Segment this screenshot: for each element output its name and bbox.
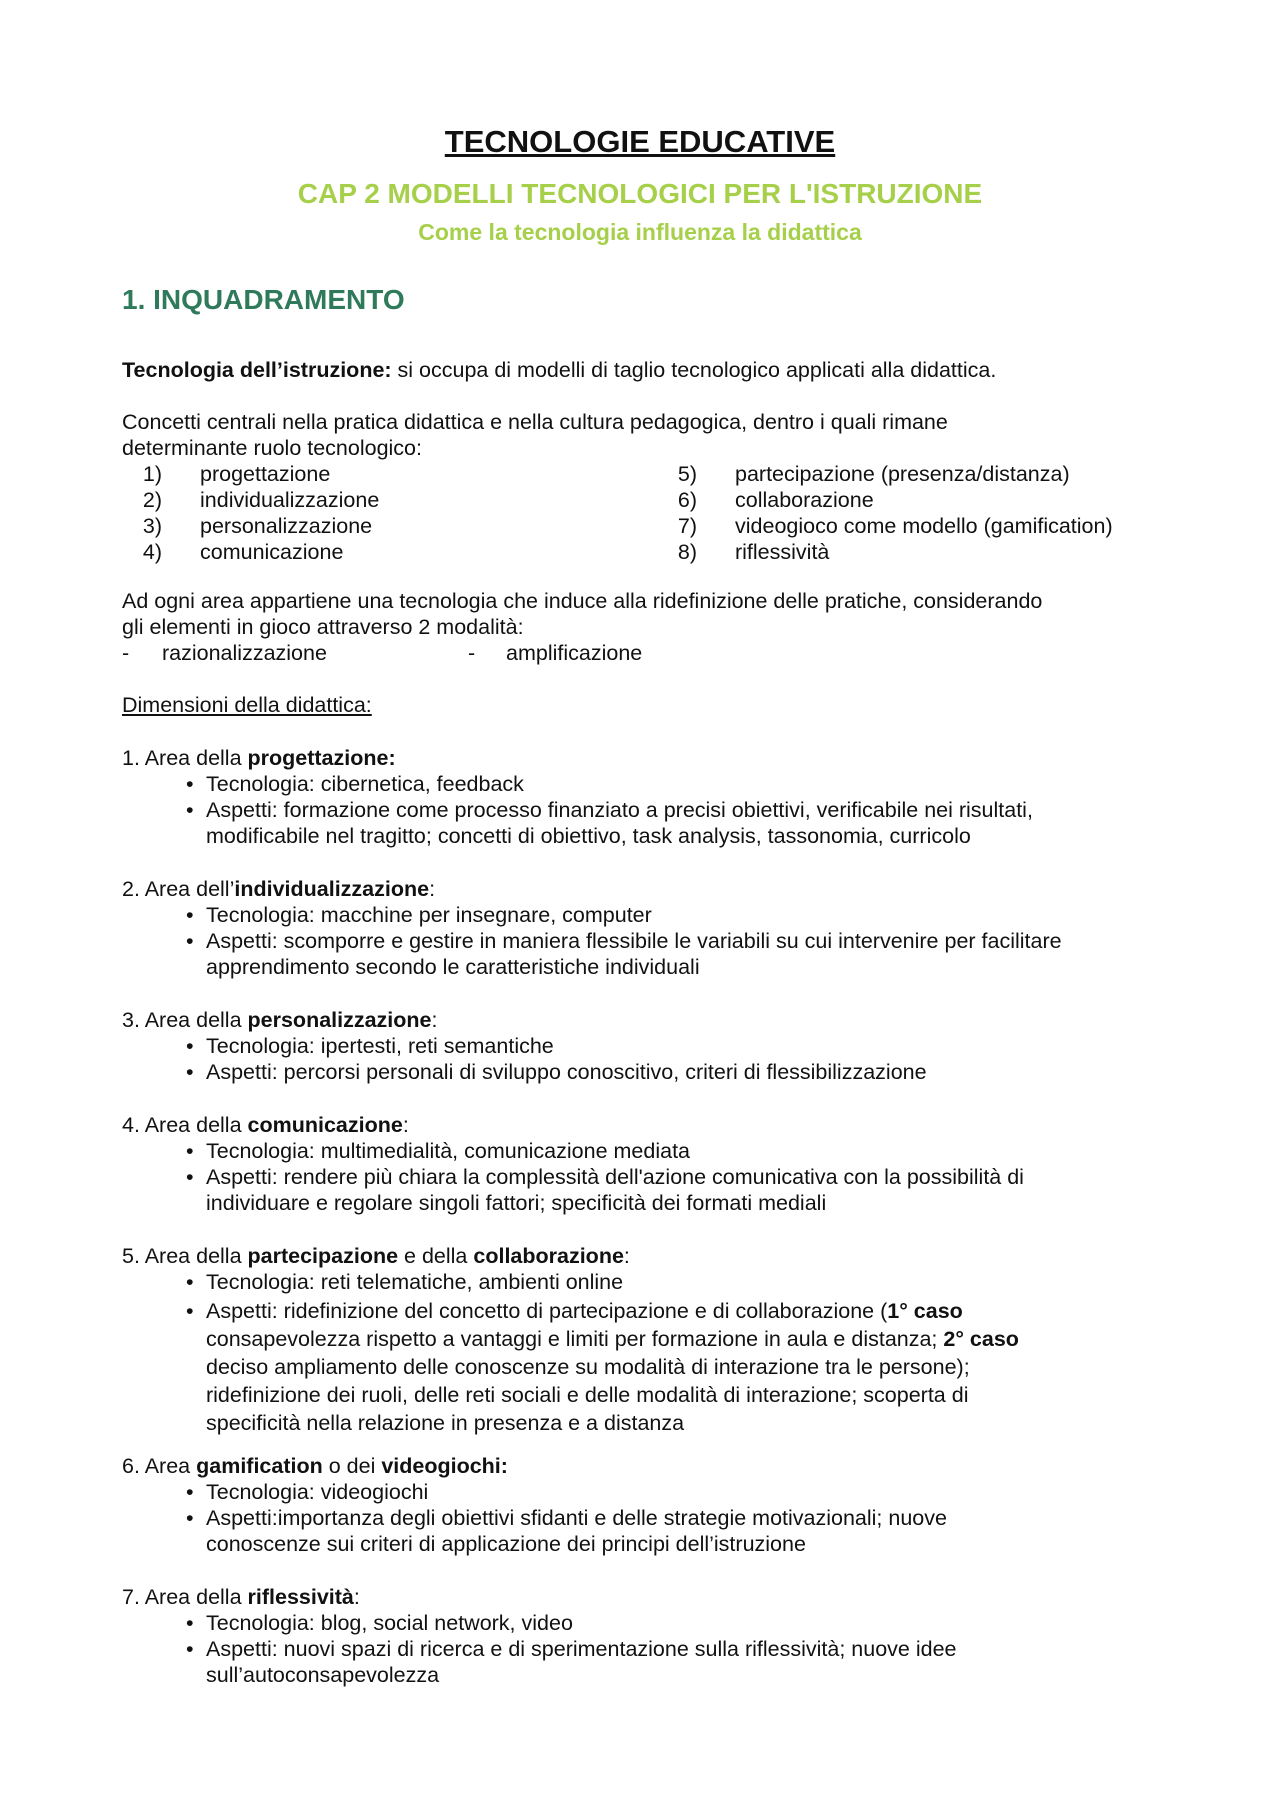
list-item: videogioco come modello (gamification)	[735, 514, 1113, 538]
bullet-item: • Tecnologia: reti telematiche, ambienti online	[186, 1270, 624, 1294]
section-heading: 1. INQUADRAMENTO	[122, 284, 405, 315]
concepts-row	[122, 487, 1172, 513]
dash-marker: -	[468, 641, 476, 665]
bullet-item: • Tecnologia: ipertesti, reti semantiche	[186, 1034, 554, 1058]
definition-paragraph	[122, 357, 1172, 383]
area-bullets	[122, 1033, 1172, 1085]
area-title: 1. Area della progettazione:	[122, 746, 396, 770]
bullet-item: • Aspetti: percorsi personali di sviluppo conoscitivo, criteri di flessibilizzazione	[186, 1060, 927, 1084]
modes-intro-line: gli elementi in gioco attraverso 2 modalità:	[122, 615, 524, 639]
bullet-item: • Aspetti: nuovi spazi di ricerca e di sperimentazione sulla riflessività; nuove idee sull’autoconsapevolezza	[186, 1637, 957, 1687]
bullet-item: • Aspetti: ridefinizione del concetto di partecipazione e di collaborazione (1° caso consapevolezza rispetto a vantaggi e limiti per formazione in aula e distanza; 2° caso deciso ampliamento delle conoscenze su modalità di interazione tra le persone); ridefinizione dei ruoli, delle reti sociali e delle modalità di interazione; scoperta di specificità nella relazione in presenza e a distanza	[186, 1299, 1019, 1435]
list-item: comunicazione	[200, 540, 344, 564]
list-item: progettazione	[200, 462, 331, 486]
list-item: collaborazione	[735, 488, 874, 512]
definition-text: si occupa di modelli di taglio tecnologico applicati alla didattica.	[391, 358, 997, 382]
dimensions-heading-block	[122, 692, 1172, 718]
bullet-item: • Aspetti: rendere più chiara la complessità dell'azione comunicativa con la possibilità di individuare e regolare singoli fattori; specificità dei formati mediali	[186, 1165, 1024, 1215]
list-number: 4)	[142, 540, 162, 564]
area-bullets	[122, 771, 1172, 849]
area-title: 7. Area della riflessività:	[122, 1585, 360, 1609]
area-block	[122, 1453, 1172, 1557]
list-number: 2)	[142, 488, 162, 512]
modes-intro-line: Ad ogni area appartiene una tecnologia che induce alla ridefinizione delle pratiche, considerando	[122, 589, 1043, 613]
area-bullets	[122, 1610, 1172, 1688]
list-item: individualizzazione	[200, 488, 380, 512]
bullet-item: • Aspetti: formazione come processo finanziato a precisi obiettivi, verificabile nei risultati, modificabile nel tragitto; concetti di obiettivo, task analysis, tassonomia, curricolo	[186, 798, 1033, 848]
bullet-item: • Tecnologia: videogiochi	[186, 1480, 429, 1504]
document-title: TECNOLOGIE EDUCATIVE	[444, 124, 836, 159]
mode-item: razionalizzazione	[162, 641, 327, 665]
bullet-item: • Aspetti:importanza degli obiettivi sfidanti e delle strategie motivazionali; nuove conoscenze sui criteri di applicazione dei principi dell’istruzione	[186, 1506, 947, 1556]
concepts-row	[122, 461, 1172, 487]
area-title: 5. Area della partecipazione e della collaborazione:	[122, 1244, 630, 1268]
area-title: 3. Area della personalizzazione:	[122, 1008, 438, 1032]
list-number: 5)	[677, 462, 697, 486]
list-number: 8)	[677, 540, 697, 564]
modes-paragraph	[122, 588, 1172, 666]
area-block	[122, 1007, 1172, 1085]
dash-marker: -	[122, 641, 130, 665]
area-block	[122, 1243, 1172, 1437]
bullet-item: • Tecnologia: macchine per insegnare, computer	[186, 903, 652, 927]
chapter-subtitle: Come la tecnologia influenza la didattica	[418, 219, 862, 245]
list-item: riflessività	[735, 540, 830, 564]
list-item: partecipazione (presenza/distanza)	[735, 462, 1070, 486]
area-block	[122, 745, 1172, 849]
dimensions-heading: Dimensioni della didattica:	[122, 693, 372, 717]
bullet-item: • Tecnologia: blog, social network, video	[186, 1611, 573, 1635]
list-number: 3)	[142, 514, 162, 538]
concepts-row	[122, 539, 1172, 565]
definition-term: Tecnologia dell’istruzione:	[122, 358, 392, 382]
concepts-paragraph	[122, 409, 1172, 565]
area-title: 6. Area gamification o dei videogiochi:	[122, 1454, 508, 1478]
concepts-intro-line: determinante ruolo tecnologico:	[122, 436, 422, 460]
bullet-item: • Tecnologia: multimedialità, comunicazione mediata	[186, 1139, 691, 1163]
modes-row	[122, 640, 1172, 666]
area-bullets	[122, 1479, 1172, 1557]
list-number: 7)	[677, 514, 697, 538]
concepts-row	[122, 513, 1172, 539]
bullet-item: • Tecnologia: cibernetica, feedback	[186, 772, 524, 796]
area-bullets	[122, 1269, 1172, 1437]
area-block	[122, 1584, 1172, 1688]
area-bullets	[122, 1138, 1172, 1216]
area-title: 4. Area della comunicazione:	[122, 1113, 409, 1137]
list-item: personalizzazione	[200, 514, 373, 538]
concepts-intro-line: Concetti centrali nella pratica didattica e nella cultura pedagogica, dentro i quali rimane	[122, 410, 948, 434]
list-number: 1)	[142, 462, 162, 486]
area-bullets	[122, 902, 1172, 980]
area-title: 2. Area dell’individualizzazione:	[122, 877, 436, 901]
area-block	[122, 876, 1172, 980]
list-number: 6)	[677, 488, 697, 512]
area-block	[122, 1112, 1172, 1216]
chapter-title: CAP 2 MODELLI TECNOLOGICI PER L'ISTRUZIONE	[297, 178, 983, 209]
bullet-item: • Aspetti: scomporre e gestire in maniera flessibile le variabili su cui intervenire per facilitare apprendimento secondo le caratteristiche individuali	[186, 929, 1062, 979]
mode-item: amplificazione	[506, 641, 643, 665]
